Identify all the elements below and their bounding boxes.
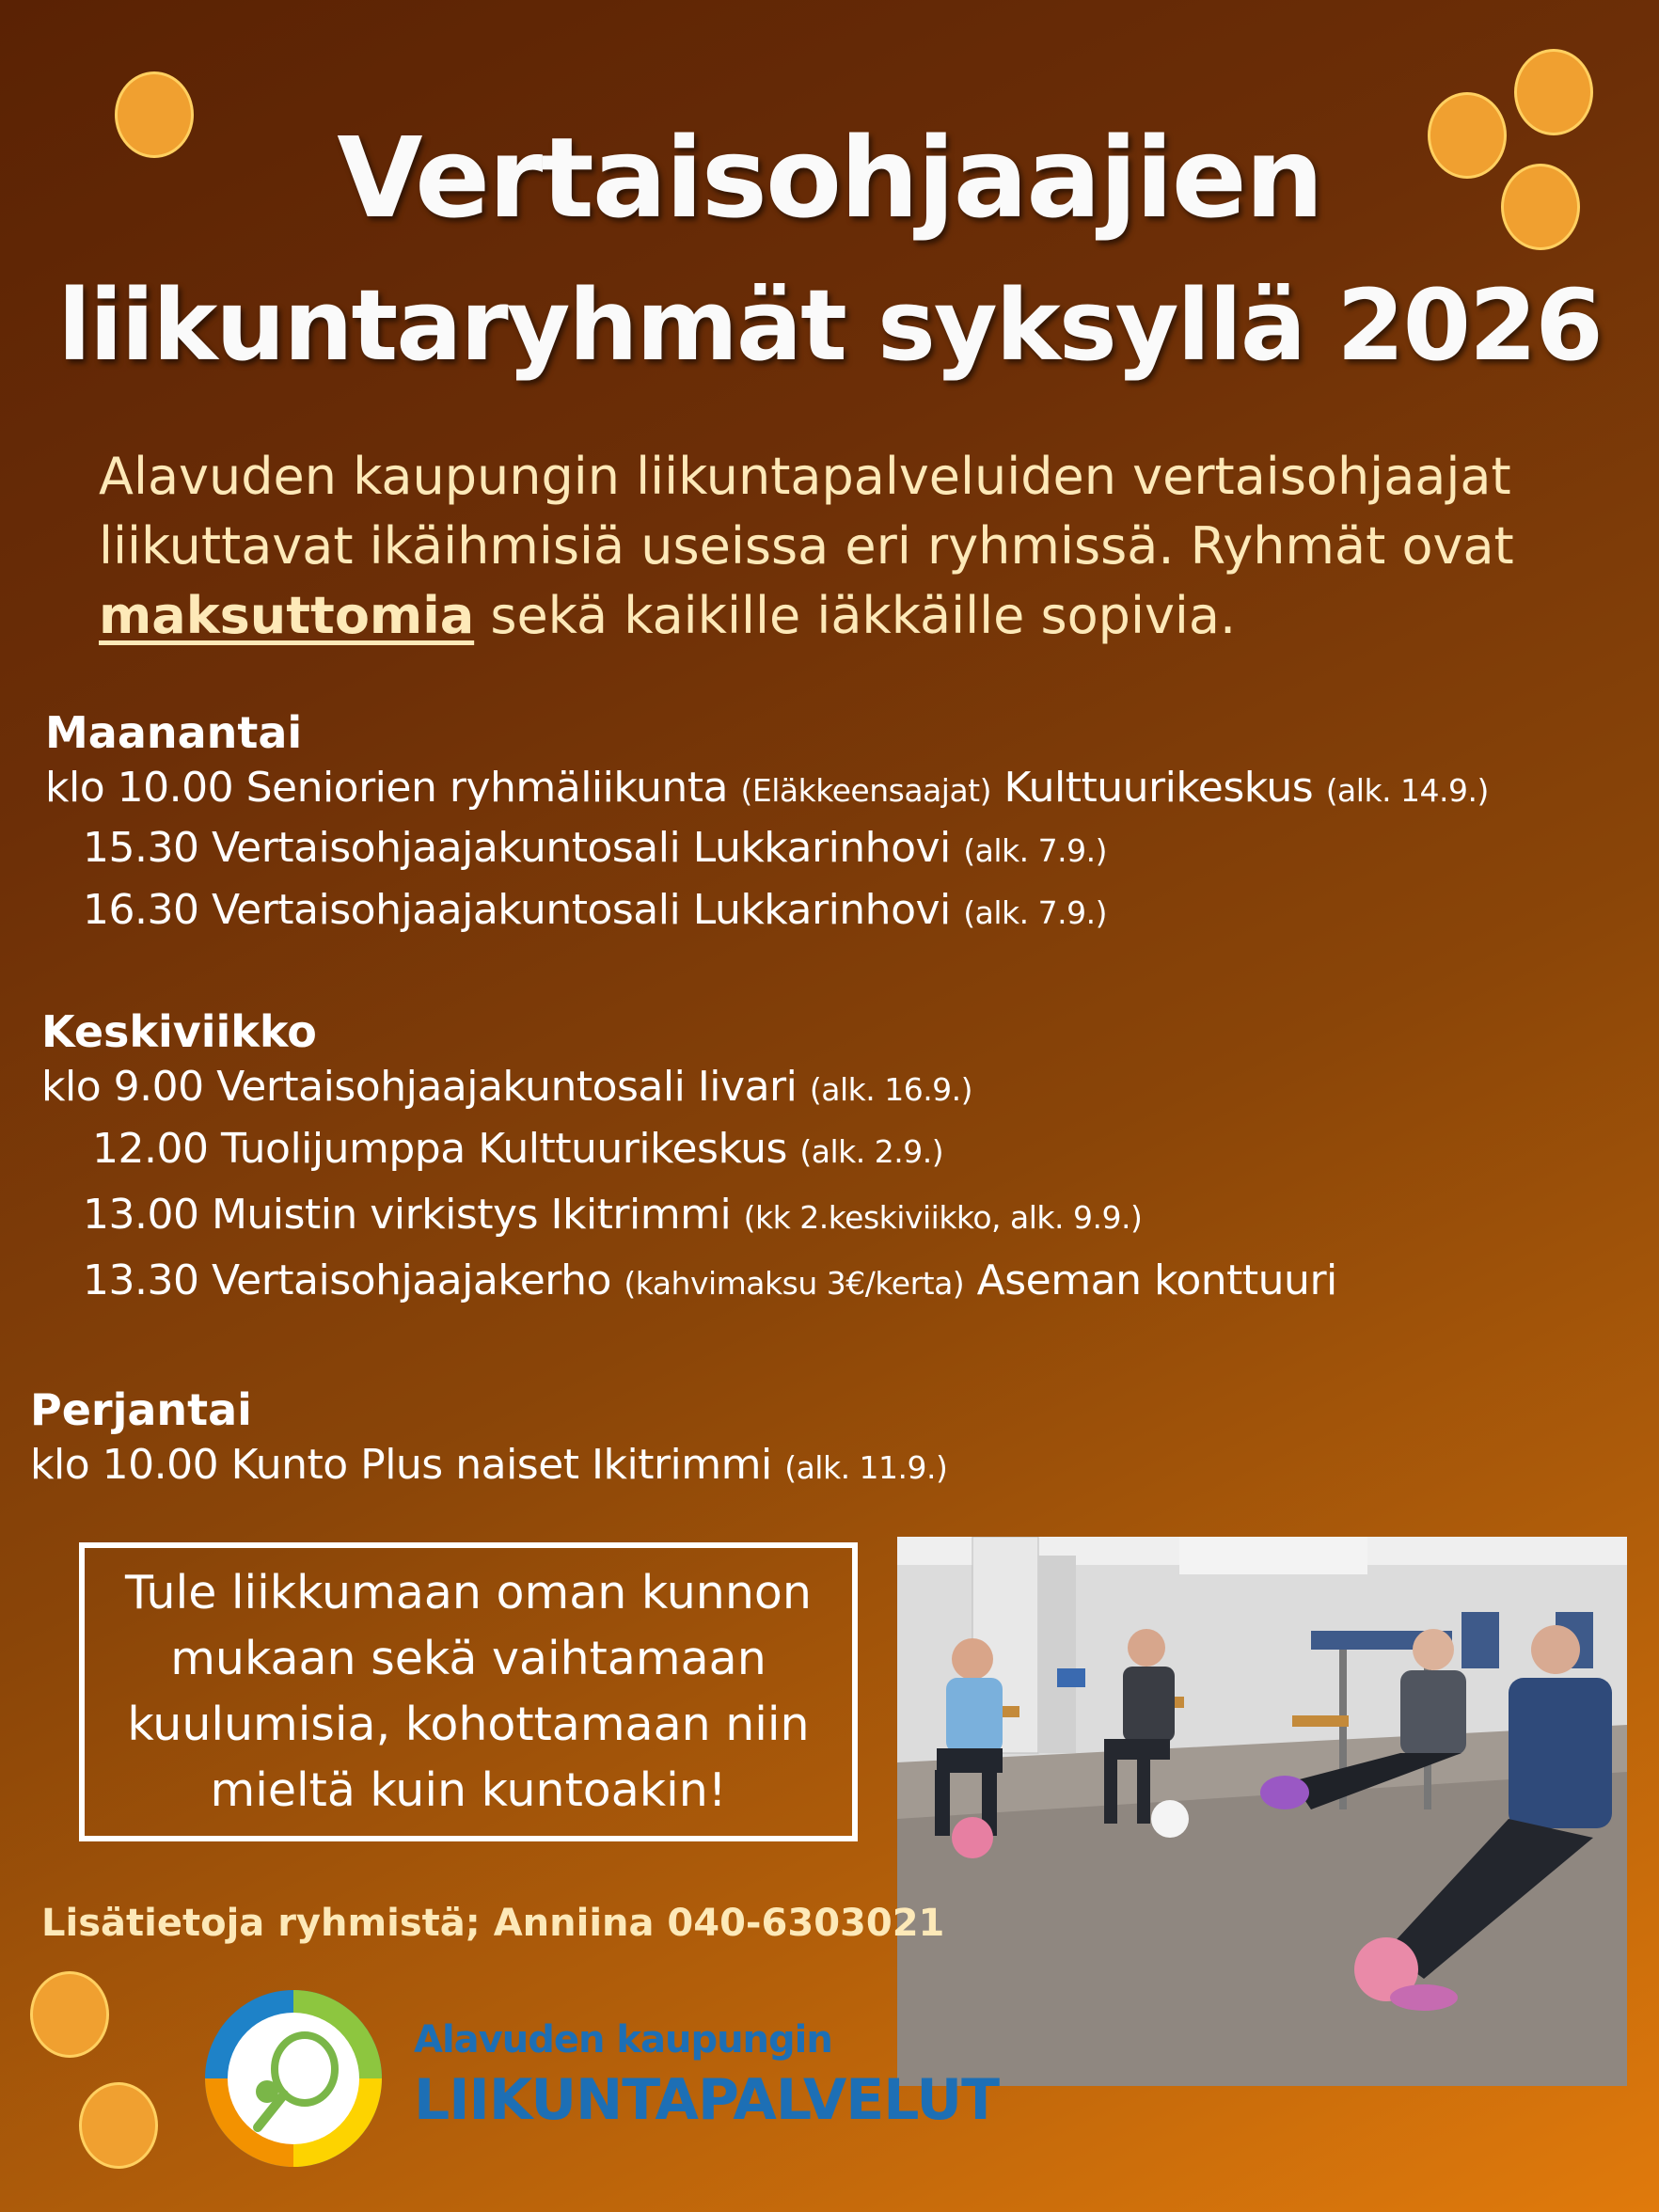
row-time: klo 9.00 xyxy=(41,1063,204,1111)
callout-line: kuulumisia, kohottamaan niin xyxy=(127,1698,810,1751)
intro-line: Alavuden kaupungin liikuntapalveluiden vertaisohjaajat xyxy=(99,447,1511,506)
callout-line: mukaan sekä vaihtamaan xyxy=(170,1632,766,1685)
schedule-row xyxy=(41,1256,1337,1322)
row-activity: Tuolijumppa Kulttuurikeskus xyxy=(208,1125,800,1173)
row-place: Kulttuurikeskus xyxy=(991,764,1326,812)
schedule-row xyxy=(45,824,1489,886)
schedule-row xyxy=(30,1441,947,1503)
page-title-line-2: liikuntaryhmät syksyllä 2026 xyxy=(57,268,1602,383)
row-activity: Vertaisohjaajakerho xyxy=(198,1256,624,1304)
callout-line: mieltä kuin kuntoakin! xyxy=(210,1763,727,1817)
intro-line: liikuttavat ikäihmisiä useissa eri ryhmissä. Ryhmät ovat xyxy=(99,516,1514,576)
day-heading: Maanantai xyxy=(45,707,303,758)
schedule-row xyxy=(45,764,1489,824)
schedule-friday xyxy=(30,1384,947,1503)
schedule-row xyxy=(41,1125,1337,1191)
row-activity: Muistin virkistys Ikitrimmi xyxy=(198,1191,744,1239)
row-note: (kk 2.keskiviikko, alk. 9.9.) xyxy=(743,1199,1143,1236)
callout-line: Tule liikkumaan oman kunnon xyxy=(125,1566,812,1620)
row-time: 12.00 xyxy=(92,1125,209,1173)
schedule-monday xyxy=(45,707,1489,948)
row-note: (alk. 16.9.) xyxy=(809,1071,973,1108)
liikuntapalvelut-logo xyxy=(201,1986,386,2171)
row-activity: Vertaisohjaajakuntosali Lukkarinhovi xyxy=(198,886,964,934)
schedule-wednesday xyxy=(41,1006,1337,1322)
row-place: Aseman konttuuri xyxy=(964,1256,1337,1304)
schedule-row xyxy=(41,1191,1337,1256)
intro-emphasis: maksuttomia xyxy=(99,586,475,645)
row-activity: Seniorien ryhmäliikunta xyxy=(245,764,741,812)
row-note: (kahvimaksu 3€/kerta) xyxy=(624,1265,965,1302)
row-note: (alk. 11.9.) xyxy=(784,1449,948,1486)
decorative-dot xyxy=(79,2082,158,2169)
row-activity: Vertaisohjaajakuntosali Iivari xyxy=(203,1063,810,1111)
row-note: (alk. 7.9.) xyxy=(963,832,1107,869)
row-time: 15.30 xyxy=(83,824,199,872)
row-time: 13.30 xyxy=(83,1256,199,1304)
schedule-row xyxy=(41,1063,1337,1125)
schedule-row xyxy=(45,886,1489,948)
page-title-line-1: Vertaisohjaajien xyxy=(337,113,1322,243)
row-activity: Kunto Plus naiset Ikitrimmi xyxy=(218,1441,785,1489)
intro-line xyxy=(99,581,1604,651)
photo-illustration xyxy=(897,1537,1627,2086)
row-note: (alk. 14.9.) xyxy=(1325,772,1489,809)
row-activity: Vertaisohjaajakuntosali Lukkarinhovi xyxy=(198,824,964,872)
row-note: (alk. 7.9.) xyxy=(963,894,1107,931)
row-time: klo 10.00 xyxy=(45,764,246,812)
row-time: 13.00 xyxy=(83,1191,199,1239)
organization-unit: LIIKUNTAPALVELUT xyxy=(414,2067,999,2133)
row-time: 16.30 xyxy=(83,886,199,934)
exercise-group-photo xyxy=(897,1537,1627,2086)
row-note: (Eläkkeensaajat) xyxy=(740,772,991,809)
day-heading: Perjantai xyxy=(30,1384,252,1435)
intro-line-rest: sekä kaikille iäkkäille sopivia. xyxy=(474,586,1237,645)
day-heading: Keskiviikko xyxy=(41,1006,317,1057)
organization-name: Alavuden kaupungin xyxy=(414,2018,832,2062)
intro-paragraph xyxy=(99,442,1604,651)
callout-box xyxy=(79,1542,858,1841)
row-note: (alk. 2.9.) xyxy=(799,1133,944,1170)
row-time: klo 10.00 xyxy=(30,1441,219,1489)
decorative-dot xyxy=(30,1971,109,2058)
contact-info: Lisätietoja ryhmistä; Anniina 040-6303021 xyxy=(41,1902,945,1945)
